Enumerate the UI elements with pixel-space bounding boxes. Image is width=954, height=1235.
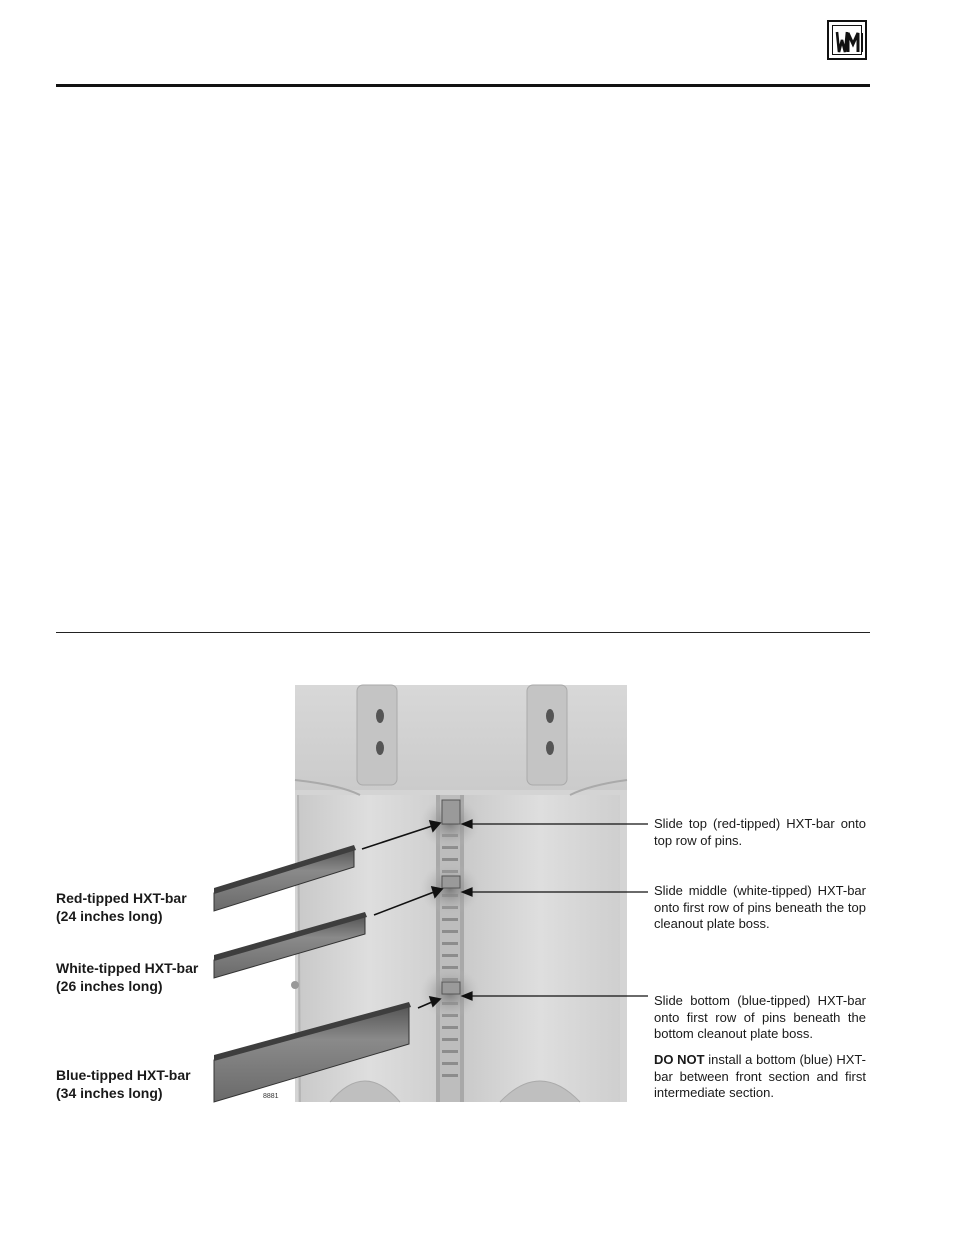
note-bottom-bar: Slide bottom (blue-tipped) HXT-bar onto first row of pins beneath the bottom cleanout plate boss. bbox=[654, 993, 866, 1041]
note-warning-emphasis: DO NOT bbox=[654, 1052, 705, 1067]
note-middle-bar: Slide middle (white-tipped) HXT-bar onto first row of pins beneath the top cleanout plate boss. bbox=[654, 883, 866, 931]
white-bar-label-name: White-tipped HXT-bar bbox=[56, 960, 199, 976]
white-bar-label bbox=[56, 959, 198, 995]
brand-logo-mark bbox=[829, 22, 869, 62]
blue-bar-label bbox=[56, 1066, 191, 1102]
header-rule bbox=[56, 84, 870, 87]
note-warning bbox=[654, 1052, 866, 1102]
red-bar-label-name: Red-tipped HXT-bar bbox=[56, 890, 187, 906]
note-top-bar: Slide top (red-tipped) HXT-bar onto top row of pins. bbox=[654, 816, 866, 848]
red-bar-label-length: (24 inches long) bbox=[56, 908, 163, 924]
figure-id: 8881 bbox=[263, 1093, 279, 1100]
blue-bar-label-name: Blue-tipped HXT-bar bbox=[56, 1067, 191, 1083]
red-bar-label bbox=[56, 889, 187, 925]
section-divider bbox=[56, 632, 870, 633]
brand-logo bbox=[827, 20, 867, 60]
note-warning-text: install a bottom (blue) HXT-bar between front section and first intermediate section. bbox=[654, 1052, 866, 1100]
blue-bar-label-length: (34 inches long) bbox=[56, 1085, 163, 1101]
white-bar-label-length: (26 inches long) bbox=[56, 978, 163, 994]
